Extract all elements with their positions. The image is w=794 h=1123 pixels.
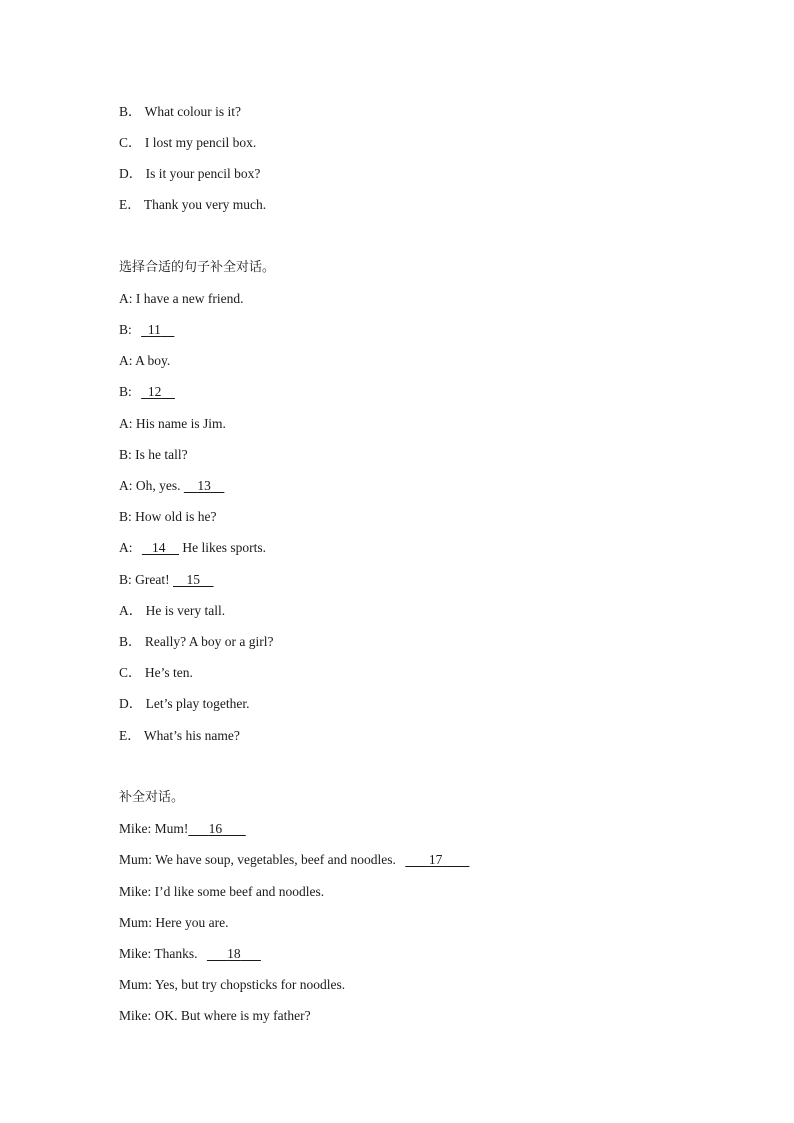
line-text: Great! — [135, 572, 170, 587]
speaker: Mike: — [119, 946, 152, 961]
option-letter: E． — [119, 197, 141, 212]
dialogue-line — [119, 946, 261, 962]
option-text: He’s ten. — [144, 665, 193, 680]
speaker: Mum: — [119, 977, 153, 992]
answer-blank[interactable] — [173, 572, 214, 588]
speaker: A: — [119, 478, 133, 493]
line-text: I’d like some beef and noodles. — [154, 884, 325, 899]
answer-blank[interactable] — [141, 322, 174, 338]
option-c — [119, 665, 193, 681]
blank-number: 18 — [227, 946, 241, 961]
speaker: Mike: — [119, 884, 152, 899]
line-text: A boy. — [135, 353, 171, 368]
dialogue-line — [119, 509, 217, 525]
option-e — [119, 197, 266, 213]
line-text: OK. But where is my father? — [154, 1008, 311, 1023]
speaker: Mike: — [119, 821, 152, 836]
line-text: How old is he? — [135, 509, 217, 524]
line-text: He likes sports. — [182, 540, 266, 555]
dialogue-line — [119, 977, 345, 993]
dialogue-line — [119, 540, 266, 556]
option-letter: A． — [119, 603, 143, 618]
answer-blank[interactable] — [141, 384, 175, 400]
speaker: A: — [119, 353, 133, 368]
option-b — [119, 104, 241, 120]
speaker: B: — [119, 322, 132, 337]
dialogue-line — [119, 852, 469, 868]
option-letter: D． — [119, 696, 143, 711]
option-d — [119, 166, 260, 182]
option-e — [119, 728, 240, 744]
line-text: I have a new friend. — [135, 291, 244, 306]
dialogue-line — [119, 291, 243, 307]
blank-number: 15 — [186, 572, 200, 587]
answer-blank[interactable] — [207, 946, 261, 962]
dialogue-line — [119, 821, 246, 837]
dialogue-line — [119, 416, 226, 432]
speaker: A: — [119, 416, 133, 431]
line-text: Thanks. — [154, 946, 198, 961]
line-text: Here you are. — [155, 915, 229, 930]
option-b — [119, 634, 273, 650]
option-text: Let’s play together. — [145, 696, 250, 711]
speaker: A: — [119, 291, 133, 306]
section3-instruction: 补全对话。 — [119, 790, 185, 805]
dialogue-line — [119, 447, 188, 463]
dialogue-line — [119, 353, 170, 369]
speaker: Mike: — [119, 1008, 152, 1023]
dialogue-line — [119, 1008, 311, 1024]
speaker: B: — [119, 384, 132, 399]
dialogue-line — [119, 915, 228, 931]
section2-instruction: 选择合适的句子补全对话。 — [119, 260, 276, 275]
option-a — [119, 603, 225, 619]
speaker: B: — [119, 509, 132, 524]
line-text: Is he tall? — [135, 447, 188, 462]
option-text: I lost my pencil box. — [144, 135, 257, 150]
speaker: A: — [119, 540, 133, 555]
option-letter: D． — [119, 166, 143, 181]
answer-blank[interactable] — [184, 478, 225, 494]
line-text: His name is Jim. — [135, 416, 226, 431]
option-d — [119, 696, 249, 712]
option-letter: E． — [119, 728, 141, 743]
speaker: B: — [119, 572, 132, 587]
answer-blank[interactable] — [188, 821, 245, 837]
line-text: Mum! — [154, 821, 189, 836]
speaker: B: — [119, 447, 132, 462]
dialogue-line — [119, 572, 214, 588]
option-c — [119, 135, 256, 151]
answer-blank[interactable] — [142, 540, 179, 556]
speaker: Mum: — [119, 915, 153, 930]
answer-blank[interactable] — [405, 852, 469, 868]
line-text: Oh, yes. — [135, 478, 181, 493]
option-letter: C． — [119, 665, 142, 680]
blank-number: 17 — [428, 852, 443, 867]
blank-number: 16 — [208, 821, 223, 836]
dialogue-line — [119, 884, 324, 900]
option-text: What’s his name? — [143, 728, 240, 743]
option-text: Is it your pencil box? — [145, 166, 261, 181]
option-text: Really? A boy or a girl? — [144, 634, 274, 649]
dialogue-line — [119, 478, 224, 494]
dialogue-line — [119, 322, 174, 338]
option-letter: B． — [119, 104, 142, 119]
dialogue-line — [119, 384, 175, 400]
option-text: What colour is it? — [144, 104, 242, 119]
blank-number: 13 — [197, 478, 211, 493]
blank-number: 12 — [147, 384, 162, 399]
line-text: Yes, but try chopsticks for noodles. — [154, 977, 346, 992]
blank-number: 14 — [152, 540, 166, 555]
option-text: He is very tall. — [145, 603, 226, 618]
line-text: We have soup, vegetables, beef and noodles. — [155, 852, 396, 867]
option-text: Thank you very much. — [143, 197, 267, 212]
option-letter: C． — [119, 135, 142, 150]
speaker: Mum: — [119, 852, 153, 867]
blank-number: 11 — [147, 322, 161, 337]
option-letter: B． — [119, 634, 142, 649]
